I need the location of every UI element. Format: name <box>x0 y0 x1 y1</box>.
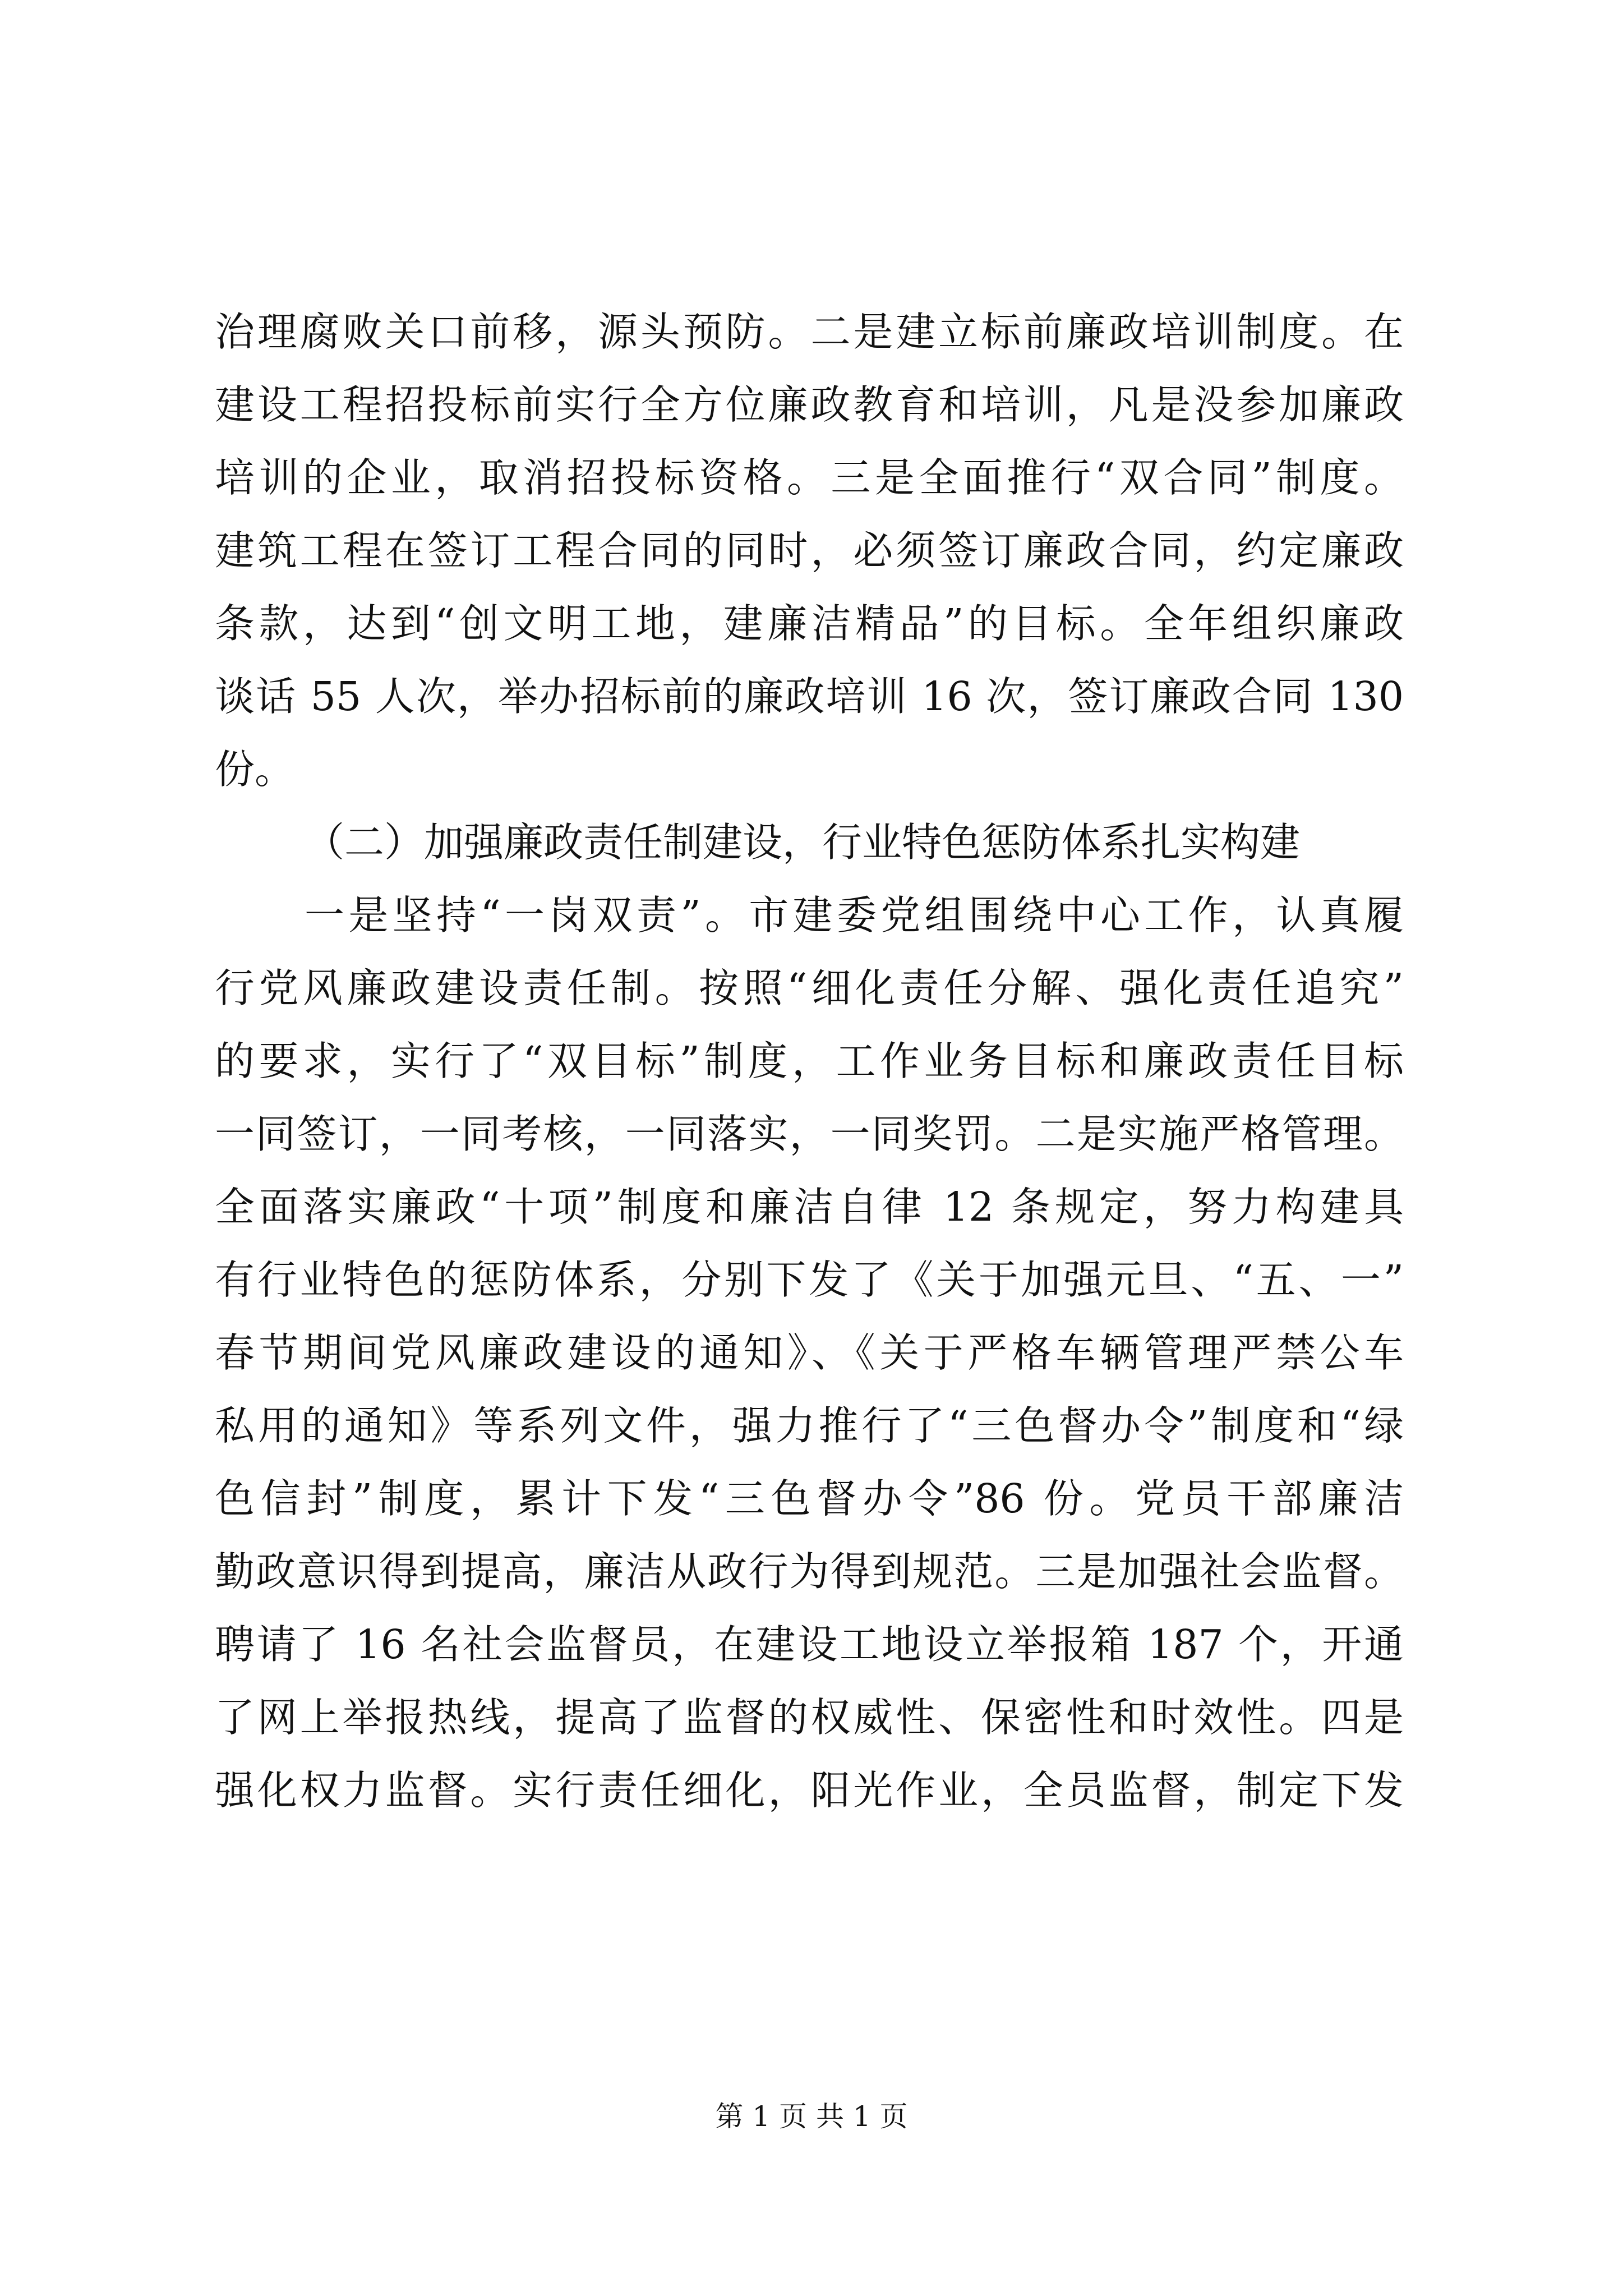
paragraph-line: 有行业特色的惩防体系，分别下发了《关于加强元旦、“五、一” <box>215 1257 1404 1303</box>
paragraph-line: 一同签订，一同考核，一同落实，一同奖罚。二是实施严格管理。 <box>215 1111 1404 1157</box>
page-footer: 第 1 页 共 1 页 <box>715 2100 908 2133</box>
paragraph-line: 行党风廉政建设责任制。按照“细化责任分解、强化责任追究” <box>215 965 1404 1011</box>
paragraph-line: 强化权力监督。实行责任细化，阳光作业，全员监督，制定下发 <box>215 1767 1404 1814</box>
paragraph-line: 一是坚持“一岗双责”。市建委党组围绕中心工作，认真履 <box>305 892 1404 938</box>
paragraph-line: 治理腐败关口前移，源头预防。二是建立标前廉政培训制度。在 <box>215 309 1404 355</box>
paragraph-line: 春节期间党风廉政建设的通知》、《关于严格车辆管理严禁公车 <box>215 1329 1404 1376</box>
paragraph-line: 谈话 55 人次，举办招标前的廉政培训 16 次，签订廉政合同 130 <box>215 673 1404 720</box>
paragraph-line: 培训的企业，取消招投标资格。三是全面推行“双合同”制度。 <box>215 454 1404 501</box>
paragraph-line: 建设工程招投标前实行全方位廉政教育和培训，凡是没参加廉政 <box>215 381 1404 428</box>
paragraph-line: 色信封”制度，累计下发“三色督办令”86 份。党员干部廉洁 <box>215 1475 1404 1522</box>
paragraph-line: 的要求，实行了“双目标”制度，工作业务目标和廉政责任目标 <box>215 1038 1404 1084</box>
paragraph-line: 了网上举报热线，提高了监督的权威性、保密性和时效性。四是 <box>215 1694 1404 1741</box>
paragraph-line: 建筑工程在签订工程合同的同时，必须签订廉政合同，约定廉政 <box>215 527 1404 574</box>
paragraph-line: 聘请了 16 名社会监督员，在建设工地设立举报箱 187 个，开通 <box>215 1621 1404 1668</box>
paragraph-line: 全面落实廉政“十项”制度和廉洁自律 12 条规定，努力构建具 <box>215 1184 1404 1230</box>
paragraph-line: 份。 <box>215 746 295 793</box>
section-heading: （二）加强廉政责任制建设，行业特色惩防体系扎实构建 <box>305 819 1301 866</box>
paragraph-line: 私用的通知》等系列文件，强力推行了“三色督办令”制度和“绿 <box>215 1402 1404 1449</box>
paragraph-line: 条款，达到“创文明工地，建廉洁精品”的目标。全年组织廉政 <box>215 600 1404 647</box>
paragraph-line: 勤政意识得到提高，廉洁从政行为得到规范。三是加强社会监督。 <box>215 1548 1404 1595</box>
